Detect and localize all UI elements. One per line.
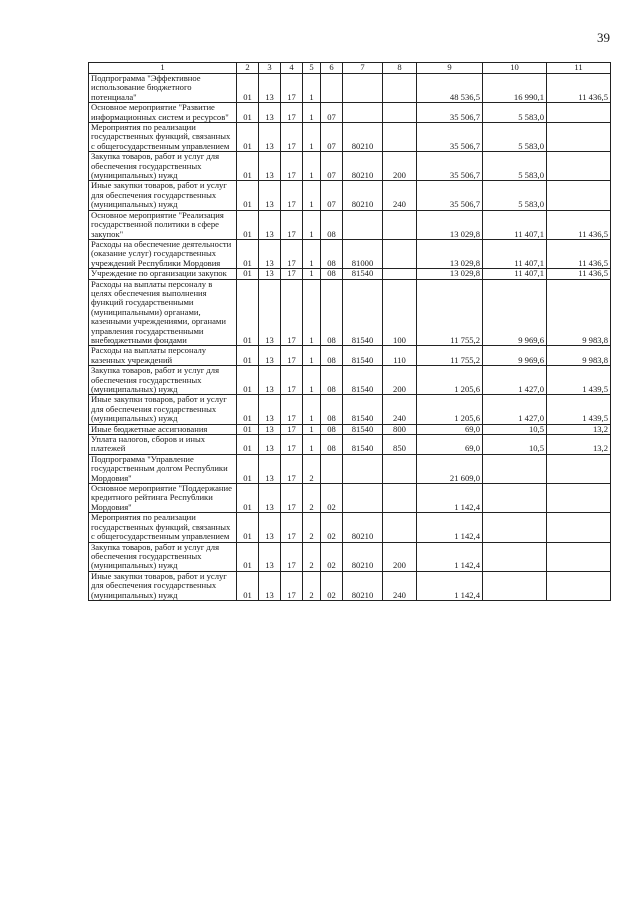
table-row bbox=[89, 346, 611, 366]
amount-year-3: 9 983,8 bbox=[547, 346, 611, 366]
amount-year-1: 35 506,7 bbox=[417, 152, 483, 181]
row-name: Уплата налогов, сборов и иных платежей bbox=[89, 435, 237, 455]
code-program: 17 bbox=[281, 395, 303, 424]
amount-year-2: 5 583,0 bbox=[483, 103, 547, 123]
code-expense-type bbox=[383, 269, 417, 279]
code-activity: 08 bbox=[321, 366, 343, 395]
table-row bbox=[89, 239, 611, 268]
table-row bbox=[89, 435, 611, 455]
code-direction: 80210 bbox=[343, 152, 383, 181]
code-subsection: 13 bbox=[259, 571, 281, 600]
code-program: 17 bbox=[281, 571, 303, 600]
code-subsection: 13 bbox=[259, 395, 281, 424]
code-subprogram: 1 bbox=[303, 279, 321, 346]
code-activity bbox=[321, 74, 343, 103]
amount-year-3: 11 436,5 bbox=[547, 210, 611, 239]
row-name: Иные закупки товаров, работ и услуг для обеспечения государственных (муниципальных) нужд bbox=[89, 181, 237, 210]
code-section: 01 bbox=[237, 181, 259, 210]
code-expense-type bbox=[383, 210, 417, 239]
amount-year-1: 35 506,7 bbox=[417, 123, 483, 152]
column-header: 7 bbox=[343, 63, 383, 74]
code-section: 01 bbox=[237, 123, 259, 152]
amount-year-1: 1 205,6 bbox=[417, 366, 483, 395]
table-row bbox=[89, 454, 611, 483]
code-program: 17 bbox=[281, 181, 303, 210]
code-subprogram: 1 bbox=[303, 210, 321, 239]
code-program: 17 bbox=[281, 366, 303, 395]
amount-year-3 bbox=[547, 542, 611, 571]
code-section: 01 bbox=[237, 103, 259, 123]
code-expense-type: 240 bbox=[383, 571, 417, 600]
table-row bbox=[89, 103, 611, 123]
code-direction: 81540 bbox=[343, 366, 383, 395]
code-program: 17 bbox=[281, 424, 303, 434]
row-name: Иные закупки товаров, работ и услуг для обеспечения государственных (муниципальных) нужд bbox=[89, 571, 237, 600]
amount-year-2 bbox=[483, 484, 547, 513]
table-row bbox=[89, 279, 611, 346]
code-activity: 08 bbox=[321, 279, 343, 346]
table-header-row bbox=[89, 63, 611, 74]
code-expense-type: 100 bbox=[383, 279, 417, 346]
code-activity: 08 bbox=[321, 239, 343, 268]
row-name: Закупка товаров, работ и услуг для обеспечения государственных (муниципальных) нужд bbox=[89, 366, 237, 395]
row-name: Иные бюджетные ассигнования bbox=[89, 424, 237, 434]
code-expense-type: 200 bbox=[383, 366, 417, 395]
code-expense-type: 200 bbox=[383, 152, 417, 181]
code-subsection: 13 bbox=[259, 210, 281, 239]
code-activity: 07 bbox=[321, 103, 343, 123]
code-section: 01 bbox=[237, 571, 259, 600]
code-expense-type bbox=[383, 484, 417, 513]
code-section: 01 bbox=[237, 239, 259, 268]
code-direction: 81540 bbox=[343, 279, 383, 346]
code-subsection: 13 bbox=[259, 123, 281, 152]
row-name: Закупка товаров, работ и услуг для обеспечения государственных (муниципальных) нужд bbox=[89, 152, 237, 181]
column-header: 1 bbox=[89, 63, 237, 74]
code-program: 17 bbox=[281, 542, 303, 571]
column-header: 5 bbox=[303, 63, 321, 74]
code-activity: 02 bbox=[321, 513, 343, 542]
code-subprogram: 1 bbox=[303, 269, 321, 279]
code-subsection: 13 bbox=[259, 152, 281, 181]
code-expense-type: 850 bbox=[383, 435, 417, 455]
code-activity: 08 bbox=[321, 424, 343, 434]
column-header: 4 bbox=[281, 63, 303, 74]
code-activity: 07 bbox=[321, 181, 343, 210]
amount-year-1: 35 506,7 bbox=[417, 103, 483, 123]
table-row bbox=[89, 74, 611, 103]
code-direction: 81540 bbox=[343, 395, 383, 424]
code-direction bbox=[343, 103, 383, 123]
code-section: 01 bbox=[237, 366, 259, 395]
code-subsection: 13 bbox=[259, 542, 281, 571]
amount-year-2: 5 583,0 bbox=[483, 181, 547, 210]
code-subprogram: 2 bbox=[303, 542, 321, 571]
amount-year-2: 11 407,1 bbox=[483, 269, 547, 279]
code-section: 01 bbox=[237, 484, 259, 513]
code-activity bbox=[321, 454, 343, 483]
code-subprogram: 1 bbox=[303, 346, 321, 366]
code-activity: 02 bbox=[321, 571, 343, 600]
code-direction: 81000 bbox=[343, 239, 383, 268]
budget-table bbox=[88, 62, 611, 601]
code-subprogram: 1 bbox=[303, 152, 321, 181]
table-row bbox=[89, 542, 611, 571]
code-subsection: 13 bbox=[259, 513, 281, 542]
code-subprogram: 1 bbox=[303, 239, 321, 268]
page-number: 39 bbox=[597, 30, 610, 45]
row-name: Подпрограмма "Управление государственным долгом Республики Мордовия" bbox=[89, 454, 237, 483]
table-row bbox=[89, 571, 611, 600]
code-direction: 80210 bbox=[343, 181, 383, 210]
amount-year-3: 13,2 bbox=[547, 424, 611, 434]
code-activity: 08 bbox=[321, 269, 343, 279]
amount-year-1: 13 029,8 bbox=[417, 210, 483, 239]
code-direction: 81540 bbox=[343, 346, 383, 366]
code-program: 17 bbox=[281, 103, 303, 123]
amount-year-2 bbox=[483, 542, 547, 571]
amount-year-1: 35 506,7 bbox=[417, 181, 483, 210]
code-program: 17 bbox=[281, 74, 303, 103]
amount-year-2: 1 427,0 bbox=[483, 366, 547, 395]
code-direction: 80210 bbox=[343, 513, 383, 542]
code-section: 01 bbox=[237, 74, 259, 103]
code-direction bbox=[343, 210, 383, 239]
table-row bbox=[89, 513, 611, 542]
code-subprogram: 1 bbox=[303, 74, 321, 103]
row-name: Расходы на обеспечение деятельности (оказание услуг) государственных учреждений Республики Мордовия bbox=[89, 239, 237, 268]
code-activity: 02 bbox=[321, 484, 343, 513]
code-activity: 08 bbox=[321, 435, 343, 455]
code-subsection: 13 bbox=[259, 181, 281, 210]
code-subsection: 13 bbox=[259, 346, 281, 366]
amount-year-3: 11 436,5 bbox=[547, 269, 611, 279]
amount-year-3: 13,2 bbox=[547, 435, 611, 455]
code-direction: 81540 bbox=[343, 269, 383, 279]
table-row bbox=[89, 366, 611, 395]
code-section: 01 bbox=[237, 454, 259, 483]
amount-year-1: 1 205,6 bbox=[417, 395, 483, 424]
code-program: 17 bbox=[281, 239, 303, 268]
amount-year-1: 13 029,8 bbox=[417, 269, 483, 279]
code-program: 17 bbox=[281, 152, 303, 181]
code-section: 01 bbox=[237, 346, 259, 366]
code-program: 17 bbox=[281, 454, 303, 483]
amount-year-2 bbox=[483, 513, 547, 542]
code-section: 01 bbox=[237, 152, 259, 181]
amount-year-2: 5 583,0 bbox=[483, 123, 547, 152]
row-name: Закупка товаров, работ и услуг для обеспечения государственных (муниципальных) нужд bbox=[89, 542, 237, 571]
code-subsection: 13 bbox=[259, 454, 281, 483]
row-name: Мероприятия по реализации государственных функций, связанных с общегосударственным управлением bbox=[89, 123, 237, 152]
code-program: 17 bbox=[281, 210, 303, 239]
code-subprogram: 2 bbox=[303, 571, 321, 600]
row-name: Подпрограмма "Эффективное использование бюджетного потенциала" bbox=[89, 74, 237, 103]
code-expense-type bbox=[383, 513, 417, 542]
row-name: Основное мероприятие "Реализация государственной политики в сфере закупок" bbox=[89, 210, 237, 239]
amount-year-2: 5 583,0 bbox=[483, 152, 547, 181]
code-direction bbox=[343, 454, 383, 483]
code-subprogram: 2 bbox=[303, 484, 321, 513]
code-direction bbox=[343, 74, 383, 103]
code-expense-type bbox=[383, 74, 417, 103]
code-expense-type: 110 bbox=[383, 346, 417, 366]
amount-year-1: 1 142,4 bbox=[417, 571, 483, 600]
row-name: Учреждение по организации закупок bbox=[89, 269, 237, 279]
amount-year-2: 9 969,6 bbox=[483, 279, 547, 346]
code-subsection: 13 bbox=[259, 484, 281, 513]
code-subsection: 13 bbox=[259, 424, 281, 434]
code-subprogram: 1 bbox=[303, 103, 321, 123]
column-header: 10 bbox=[483, 63, 547, 74]
amount-year-2: 11 407,1 bbox=[483, 210, 547, 239]
code-section: 01 bbox=[237, 542, 259, 571]
row-name: Мероприятия по реализации государственных функций, связанных с общегосударственным управлением bbox=[89, 513, 237, 542]
amount-year-3 bbox=[547, 484, 611, 513]
code-direction: 81540 bbox=[343, 435, 383, 455]
amount-year-2: 11 407,1 bbox=[483, 239, 547, 268]
code-program: 17 bbox=[281, 269, 303, 279]
code-program: 17 bbox=[281, 279, 303, 346]
row-name: Иные закупки товаров, работ и услуг для обеспечения государственных (муниципальных) нужд bbox=[89, 395, 237, 424]
code-expense-type: 240 bbox=[383, 395, 417, 424]
row-name: Расходы на выплаты персоналу в целях обеспечения выполнения функций государственными (муниципальными) органами, казенными учреждениями, органами управления государственными внебюджетными фондами bbox=[89, 279, 237, 346]
code-expense-type bbox=[383, 103, 417, 123]
code-subsection: 13 bbox=[259, 279, 281, 346]
code-program: 17 bbox=[281, 435, 303, 455]
amount-year-1: 1 142,4 bbox=[417, 484, 483, 513]
amount-year-2: 10,5 bbox=[483, 435, 547, 455]
amount-year-3 bbox=[547, 103, 611, 123]
code-direction: 81540 bbox=[343, 424, 383, 434]
code-section: 01 bbox=[237, 435, 259, 455]
row-name: Основное мероприятие "Поддержание кредитного рейтинга Республики Мордовия" bbox=[89, 484, 237, 513]
code-expense-type: 240 bbox=[383, 181, 417, 210]
code-subprogram: 2 bbox=[303, 454, 321, 483]
amount-year-3 bbox=[547, 152, 611, 181]
amount-year-1: 1 142,4 bbox=[417, 542, 483, 571]
code-activity: 08 bbox=[321, 346, 343, 366]
amount-year-1: 11 755,2 bbox=[417, 346, 483, 366]
amount-year-3: 9 983,8 bbox=[547, 279, 611, 346]
code-subprogram: 2 bbox=[303, 513, 321, 542]
amount-year-3: 1 439,5 bbox=[547, 366, 611, 395]
code-activity: 02 bbox=[321, 542, 343, 571]
code-program: 17 bbox=[281, 484, 303, 513]
code-direction: 80210 bbox=[343, 123, 383, 152]
amount-year-1: 11 755,2 bbox=[417, 279, 483, 346]
code-subsection: 13 bbox=[259, 435, 281, 455]
code-subsection: 13 bbox=[259, 269, 281, 279]
code-activity: 08 bbox=[321, 210, 343, 239]
table-row bbox=[89, 484, 611, 513]
amount-year-1: 1 142,4 bbox=[417, 513, 483, 542]
code-direction: 80210 bbox=[343, 571, 383, 600]
column-header: 6 bbox=[321, 63, 343, 74]
amount-year-2: 9 969,6 bbox=[483, 346, 547, 366]
code-program: 17 bbox=[281, 123, 303, 152]
table-body bbox=[89, 74, 611, 601]
amount-year-1: 69,0 bbox=[417, 435, 483, 455]
code-subsection: 13 bbox=[259, 74, 281, 103]
table-row bbox=[89, 210, 611, 239]
column-header: 3 bbox=[259, 63, 281, 74]
amount-year-2: 1 427,0 bbox=[483, 395, 547, 424]
row-name: Основное мероприятие "Развитие информационных систем и ресурсов" bbox=[89, 103, 237, 123]
code-subprogram: 1 bbox=[303, 424, 321, 434]
code-expense-type: 800 bbox=[383, 424, 417, 434]
code-direction: 80210 bbox=[343, 542, 383, 571]
column-header: 8 bbox=[383, 63, 417, 74]
amount-year-3 bbox=[547, 571, 611, 600]
amount-year-3 bbox=[547, 454, 611, 483]
amount-year-1: 69,0 bbox=[417, 424, 483, 434]
table-row bbox=[89, 152, 611, 181]
table-row bbox=[89, 269, 611, 279]
amount-year-3 bbox=[547, 123, 611, 152]
row-name: Расходы на выплаты персоналу казенных учреждений bbox=[89, 346, 237, 366]
code-activity: 07 bbox=[321, 152, 343, 181]
code-subprogram: 1 bbox=[303, 435, 321, 455]
code-expense-type bbox=[383, 239, 417, 268]
code-activity: 08 bbox=[321, 395, 343, 424]
code-expense-type bbox=[383, 123, 417, 152]
code-direction bbox=[343, 484, 383, 513]
column-header: 9 bbox=[417, 63, 483, 74]
code-subsection: 13 bbox=[259, 103, 281, 123]
code-section: 01 bbox=[237, 395, 259, 424]
code-subprogram: 1 bbox=[303, 395, 321, 424]
amount-year-2: 10,5 bbox=[483, 424, 547, 434]
column-header: 2 bbox=[237, 63, 259, 74]
code-subsection: 13 bbox=[259, 366, 281, 395]
amount-year-3 bbox=[547, 181, 611, 210]
table-row bbox=[89, 395, 611, 424]
table-row bbox=[89, 181, 611, 210]
code-section: 01 bbox=[237, 269, 259, 279]
amount-year-3: 1 439,5 bbox=[547, 395, 611, 424]
code-program: 17 bbox=[281, 513, 303, 542]
amount-year-2: 16 990,1 bbox=[483, 74, 547, 103]
code-section: 01 bbox=[237, 424, 259, 434]
amount-year-3: 11 436,5 bbox=[547, 239, 611, 268]
code-subsection: 13 bbox=[259, 239, 281, 268]
code-subprogram: 1 bbox=[303, 123, 321, 152]
code-section: 01 bbox=[237, 279, 259, 346]
code-expense-type bbox=[383, 454, 417, 483]
code-activity: 07 bbox=[321, 123, 343, 152]
code-program: 17 bbox=[281, 346, 303, 366]
amount-year-3: 11 436,5 bbox=[547, 74, 611, 103]
table-row bbox=[89, 424, 611, 434]
table-row bbox=[89, 123, 611, 152]
code-subprogram: 1 bbox=[303, 366, 321, 395]
code-section: 01 bbox=[237, 210, 259, 239]
amount-year-1: 48 536,5 bbox=[417, 74, 483, 103]
code-section: 01 bbox=[237, 513, 259, 542]
amount-year-1: 13 029,8 bbox=[417, 239, 483, 268]
amount-year-2 bbox=[483, 454, 547, 483]
code-subprogram: 1 bbox=[303, 181, 321, 210]
amount-year-1: 21 609,0 bbox=[417, 454, 483, 483]
amount-year-2 bbox=[483, 571, 547, 600]
column-header: 11 bbox=[547, 63, 611, 74]
code-expense-type: 200 bbox=[383, 542, 417, 571]
amount-year-3 bbox=[547, 513, 611, 542]
